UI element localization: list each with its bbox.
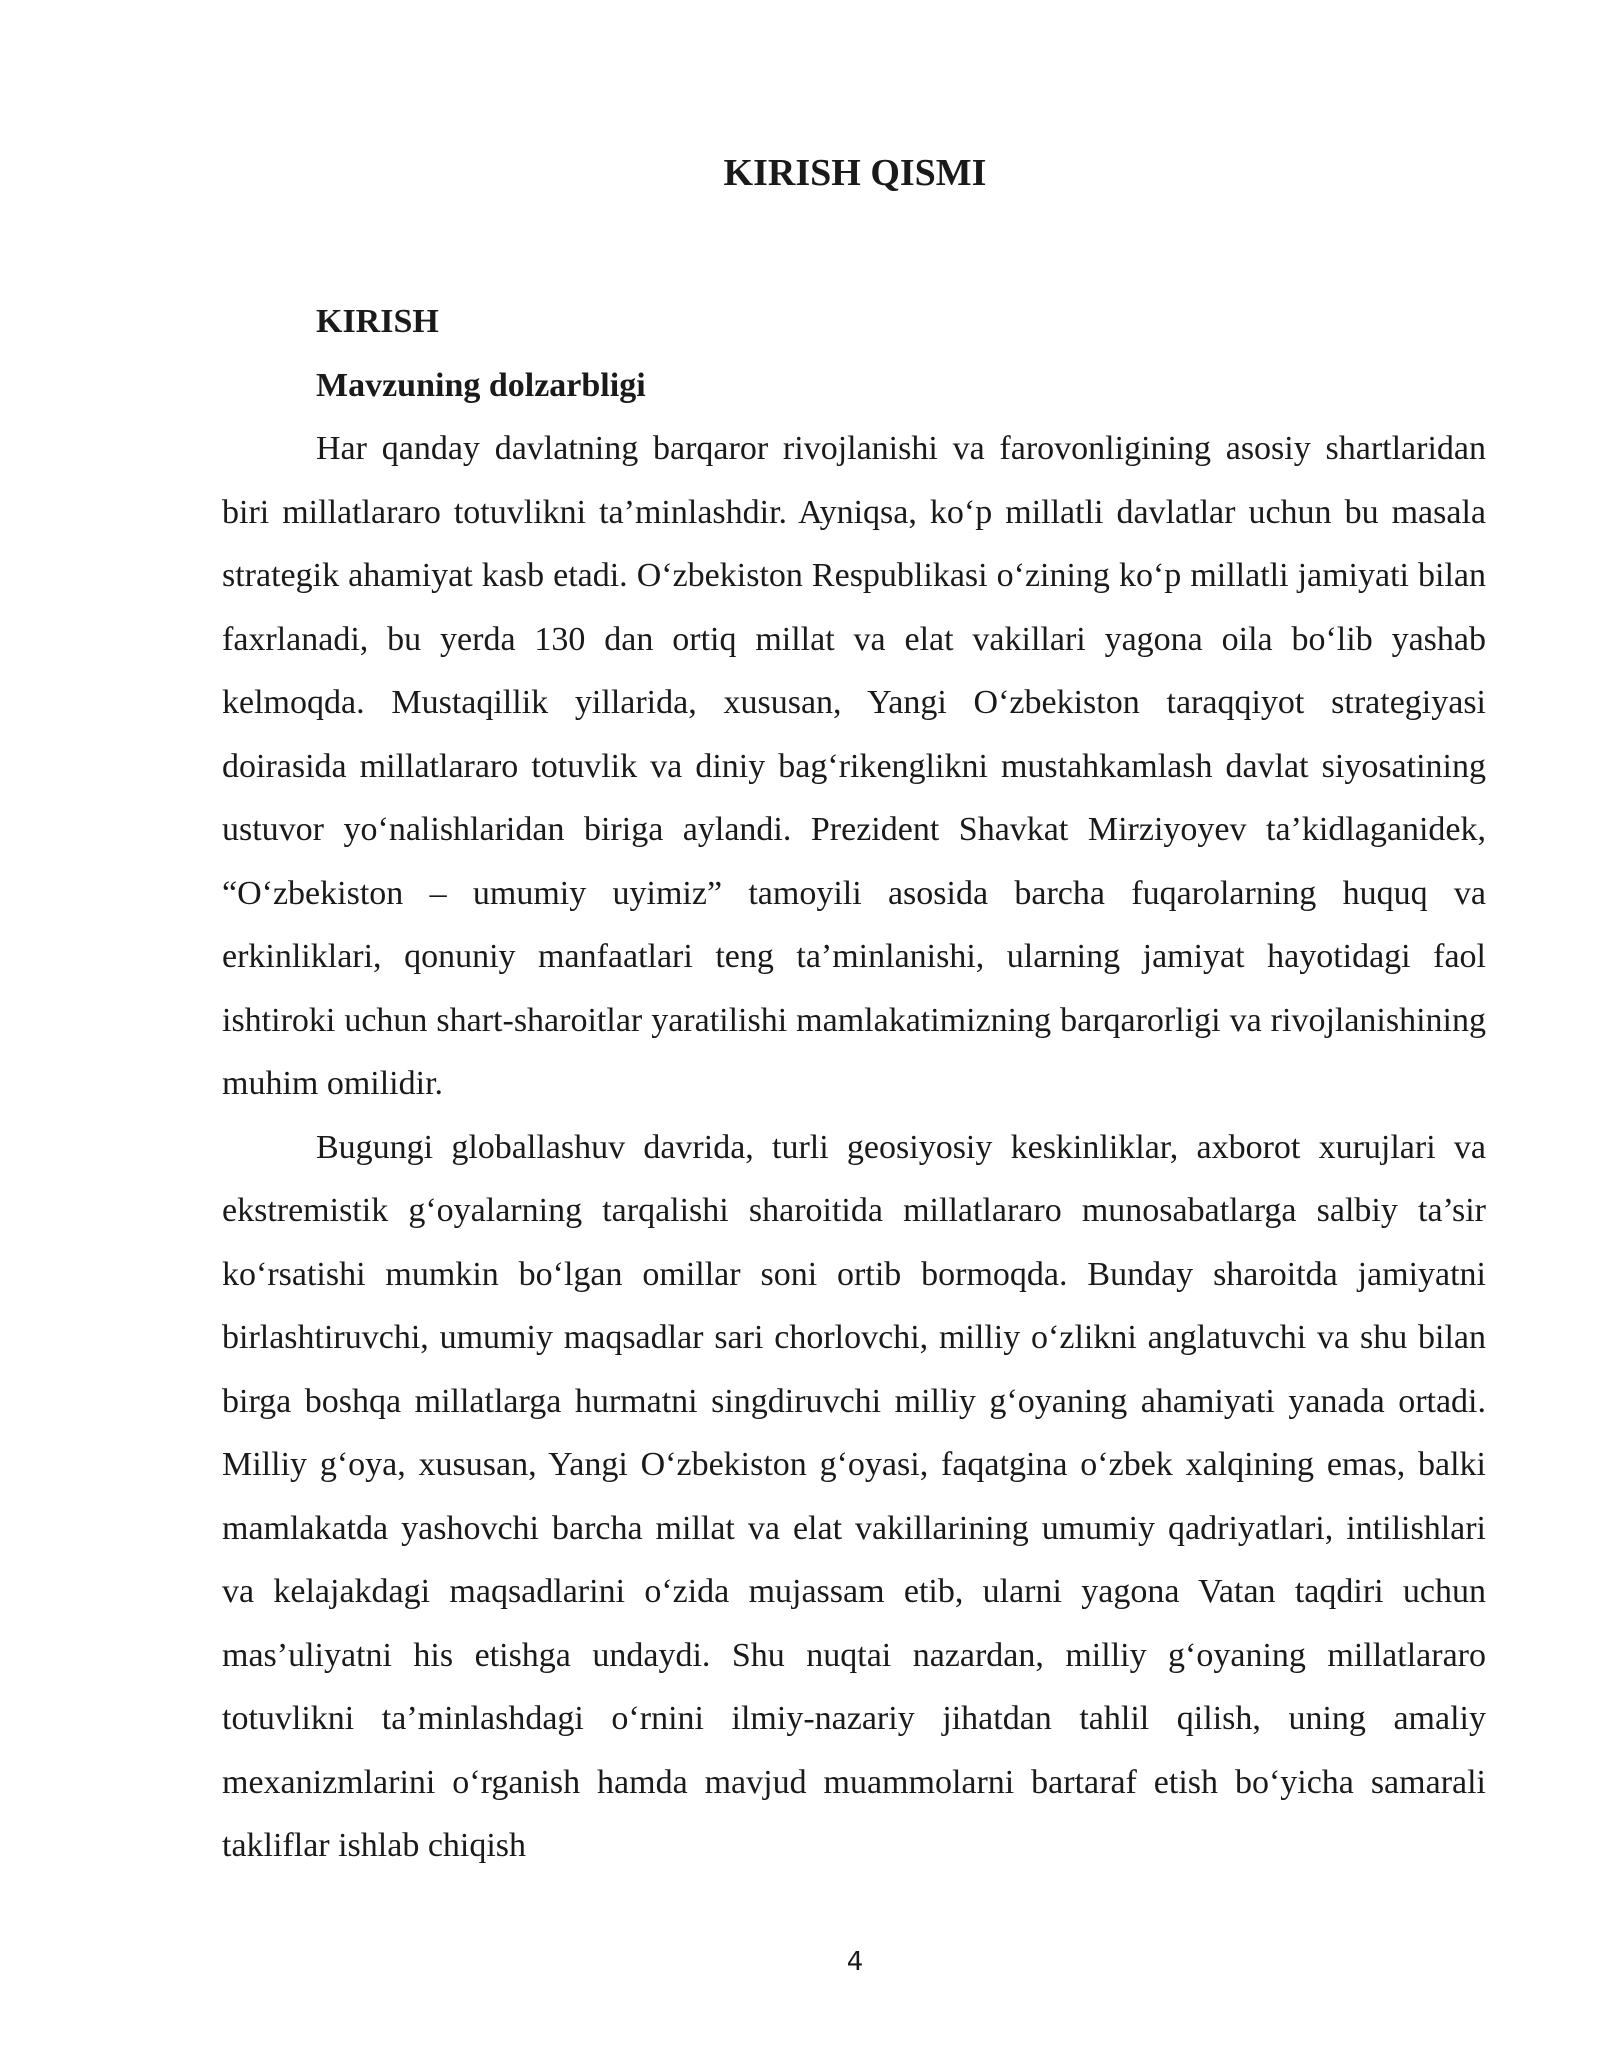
paragraph-1: Har qanday davlatning barqaror rivojlanishi va farovonligining asosiy shartlaridan biri millatlararo totuvlikni ta’minlashdir. Ayniqsa, ko‘p millatli davlatlar uchun bu masala strategik ahamiyat kasb etadi. O‘zbekiston Respublikasi o‘zining ko‘p millatli jamiyati bilan faxrlanadi, bu yerda 130 dan ortiq millat va elat vakillari yagona oila bo‘lib yashab kelmoqda. Mustaqillik yillarida, xususan, Yangi O‘zbekiston taraqqiyot strategiyasi doirasida millatlararo totuvlik va diniy bag‘rikenglikni mustahkamlash davlat siyosatining ustuvor yo‘nalishlaridan biriga aylandi. Prezident Shavkat Mirziyoyev ta’kidlaganidek, “O‘zbekiston – umumiy uyimiz” tamoyili asosida barcha fuqarolarning huquq va erkinliklari, qonuniy manfaatlari teng ta’minlanishi, ularning jamiyat hayotidagi faol ishtiroki uchun shart-sharoitlar yaratilishi mamlakatimizning barqarorligi va rivojlanishining muhim omilidir. bbox=[222, 430, 1486, 1102]
document-body bbox=[222, 290, 1486, 1878]
section-heading: KIRISH bbox=[316, 303, 439, 340]
paragraph-2: Bugungi globallashuv davrida, turli geosiyosiy keskinliklar, axborot xurujlari va ekstremistik g‘oyalarning tarqalishi sharoitida millatlararo munosabatlarga salbiy ta’sir ko‘rsatishi mumkin bo‘lgan omillar soni ortib bormoqda. Bunday sharoitda jamiyatni birlashtiruvchi, umumiy maqsadlar sari chorlovchi, milliy o‘zlikni anglatuvchi va shu bilan birga boshqa millatlarga hurmatni singdiruvchi milliy g‘oyaning ahamiyati yanada ortadi. Milliy g‘oya, xususan, Yangi O‘zbekiston g‘oyasi, faqatgina o‘zbek xalqining emas, balki mamlakatda yashovchi barcha millat va elat vakillarining umumiy qadriyatlari, intilishlari va kelajakdagi maqsadlarini o‘zida mujassam etib, ularni yagona Vatan taqdiri uchun mas’uliyatni his etishga undaydi. Shu nuqtai nazardan, milliy g‘oyaning millatlararo totuvlikni ta’minlashdagi o‘rnini ilmiy-nazariy jihatdan tahlil qilish, uning amaliy mexanizmlarini o‘rganish hamda mavjud muammolarni bartaraf etish bo‘yicha samarali takliflar ishlab chiqish bbox=[222, 1128, 1486, 1864]
page-number: 4 bbox=[846, 1947, 864, 1977]
subsection-heading: Mavzuning dolzarbligi bbox=[316, 366, 646, 404]
document-title: KIRISH QISMI bbox=[723, 152, 987, 194]
